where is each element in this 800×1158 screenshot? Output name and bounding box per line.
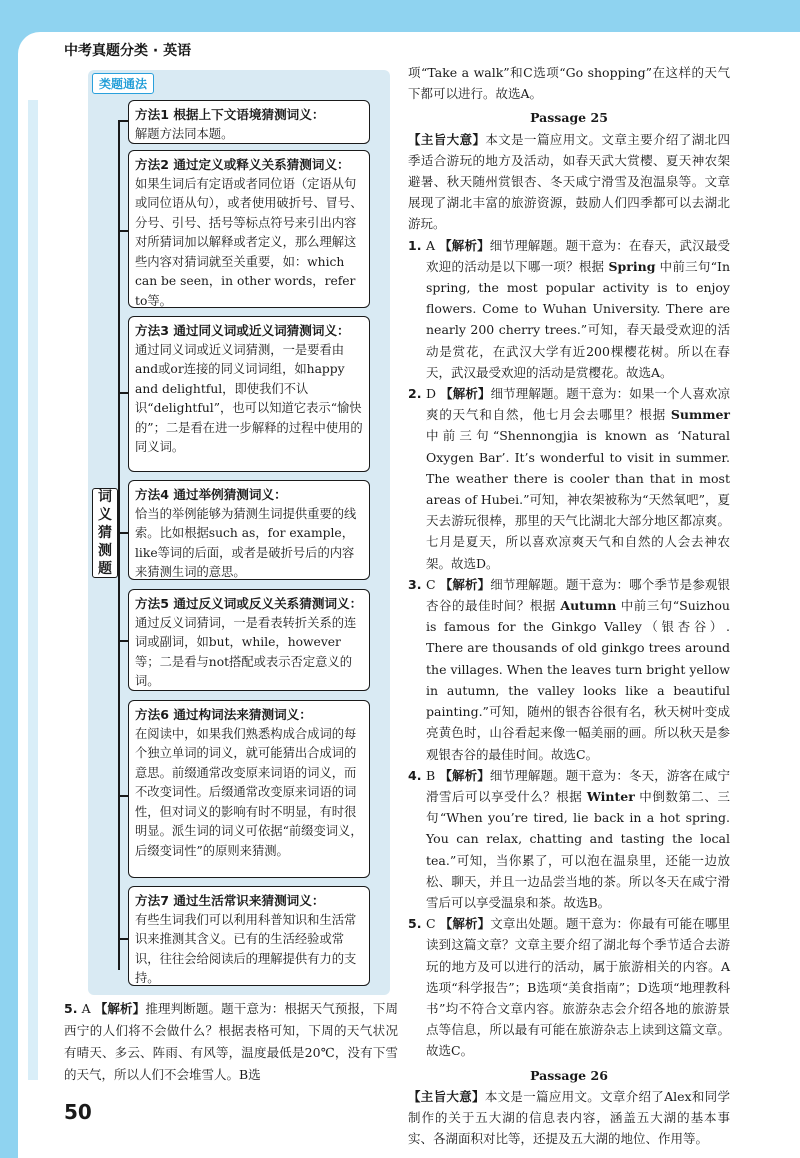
tree-branch — [118, 392, 128, 394]
tree-trunk — [118, 120, 120, 970]
item-number: 2. — [408, 386, 422, 402]
summary-paragraph — [408, 129, 730, 235]
item-number: 5. — [408, 916, 422, 932]
item-post: 中前三句“Suizhou is famous for the Ginkgo Valley（银杏谷）. There are thousands of old ginkgo trees around the villages. When the leaves turn bright yellow in autumn, the valley looks like a beautiful painting.”可知，随州的银杏谷很有名，秋天树叶变成亮黄色时，山谷看起来像一幅美丽的画。所以秋天是参观银杏谷的最佳时间。故选C。 — [426, 598, 730, 762]
item-post: 中倒数第二、三句“When you’re tired, lie back in a hot spring. You can relax, chatting and tasting the local tea.”可知，当你累了，可以泡在温泉里，还能一边放松、聊天，并且一边品尝当地的茶。所以冬天在咸宁滑雪后可以享受温泉和茶。故选B。 — [426, 788, 730, 910]
method-box-4 — [128, 480, 370, 580]
item-pre: 细节理解题。题干意为：哪个季节是参观银杏谷的最佳时间？根据 — [426, 576, 730, 614]
answer-item-5 — [408, 913, 730, 1061]
method-box-2 — [128, 150, 370, 308]
item-pre: 文章出处题。题干意为：你最有可能在哪里读到这篇文章？文章主要介绍了湖北每个季节适合去游玩的地方及可以进行的活动，属于旅游相关的内容。A选项“科学报告”；B选项“美食指南”；D选项“地理教科书”均不符合文章内容。旅游杂志会介绍各地的旅游景点等信息，所以最有可能在旅游杂志上读到这篇文章。故选C。 — [426, 916, 730, 1059]
method-body: 恰当的举例能够为猜测生词提供重要的线索。比如根据such as，for example，like等词的后面，或者是破折号后的内容来猜测生词的意思。 — [135, 506, 357, 579]
method-body: 解题方法同本题。 — [135, 126, 234, 141]
item-answer: C — [426, 576, 436, 592]
tree-branch — [118, 532, 128, 534]
method-title: 方法3 通过同义词或近义词猜测词义： — [135, 323, 350, 338]
summary-text: 本文是一篇应用文。文章介绍了Alex和同学制作的关于五大湖的信息表内容，涵盖五大湖的基本事实、各湖面积对比等，还提及五大湖的地位、作用等。 — [408, 1088, 730, 1147]
answer-item-3 — [408, 574, 730, 765]
item-text — [426, 765, 730, 913]
method-box-5 — [128, 589, 370, 691]
tree-branch — [118, 795, 128, 797]
answer-text: 推理判断题。题干意为：根据天气预报，下周西宁的人们将不会做什么？根据表格可知，下周的天气状况有晴天、多云、阵雨、有风等，温度最低是20℃，没有下雪的天气，所以人们不会堆雪人。B选 — [64, 1001, 398, 1082]
method-title: 方法5 通过反义词或反义关系猜测词义： — [135, 596, 363, 611]
continuation-text: 项“Take a walk”和C选项“Go shopping”在这样的天气下都可以进行。故选A。 — [408, 65, 730, 102]
method-body: 有些生词我们可以利用科普知识和生活常识来推测其含义。已有的生活经验或常识，往往会给阅读后的理解提供有力的支持。 — [135, 912, 357, 985]
answer-number: 5. — [64, 1001, 78, 1016]
summary-text: 本文是一篇应用文。文章主要介绍了湖北四季适合游玩的地方及活动，如春天武大赏樱、夏天神农架避暑、秋天随州赏银杏、冬天咸宁滑雪及泡温泉等。文章展现了湖北丰富的旅游资源，鼓励人们四季都可以去湖北游玩。 — [408, 131, 730, 232]
item-text — [426, 383, 730, 574]
method-title: 方法7 通过生活常识来猜测词义： — [135, 893, 325, 908]
item-keyword: Autumn — [560, 598, 617, 614]
vlabel-char: 词 — [98, 489, 112, 505]
passage-heading: Passage 25 — [530, 110, 608, 126]
tree-branch — [118, 640, 128, 642]
vlabel-char: 题 — [98, 561, 112, 577]
item-keyword: Spring — [608, 258, 656, 274]
left-answer-5 — [64, 998, 398, 1086]
method-body: 如果生词后有定语或者同位语（定语从句或同位语从句），或者使用破折号、冒号、分号、引号、括号等标点符号来引出内容对所猜词加以解释或者定义，那么理解这些内容对猜词就至关重要，如：which can be seen，in other words，refer to等。 — [135, 176, 363, 308]
item-text — [426, 235, 730, 383]
analysis-tag: 【解析】 — [94, 1001, 146, 1016]
summary-tag: 【主旨大意】 — [408, 131, 486, 147]
side-decor-strip — [28, 100, 38, 1080]
method-box-6 — [128, 700, 370, 878]
item-number: 4. — [408, 767, 422, 783]
item-text — [426, 574, 730, 765]
analysis-tag: 【解析】 — [439, 916, 491, 932]
item-keyword: Summer — [670, 407, 730, 423]
page-header-title: 中考真题分类 · 英语 — [64, 43, 192, 59]
answer-item-1 — [408, 235, 730, 383]
answer-letter: A — [81, 1001, 91, 1016]
vertical-category-label — [92, 488, 118, 578]
item-answer: C — [426, 916, 436, 932]
tree-branch — [118, 938, 128, 940]
analysis-tag: 【解析】 — [439, 237, 490, 253]
passage-heading: Passage 26 — [530, 1067, 608, 1083]
method-title: 方法6 通过构词法来猜测词义： — [135, 707, 312, 722]
item-number: 3. — [408, 576, 422, 592]
method-body: 通过反义词猜词，一是看表转折关系的连词或副词，如but，while，however等；二是看与not搭配或表示否定意义的词。 — [135, 615, 357, 688]
vlabel-char: 义 — [98, 507, 112, 523]
method-body: 在阅读中，如果我们熟悉构成合成词的每个独立单词的词义，就可能猜出合成词的意思。前缀通常改变原来词语的词义，而不改变词性。后缀通常改变原来词语的词性，但对词义的影响有时不明显，有时很明显。派生词的词义可依据“前缀变词义，后缀变词性”的原则来猜测。 — [135, 726, 363, 858]
answer-item-2 — [408, 383, 730, 574]
item-answer: D — [426, 386, 437, 402]
analysis-tag: 【解析】 — [440, 386, 491, 402]
item-post: 中前三句“In spring, the most popular activity is to enjoy flowers. Come to Wuhan University. There are nearly 200 cherry trees.”可知，春天最受欢迎的活动是赏花，在武汉大学有近200棵樱花树。所以在春天，武汉最受欢迎的活动是赏樱花。故选A。 — [426, 258, 730, 380]
answer-item-4 — [408, 765, 730, 913]
method-title: 方法1 根据上下文语境猜测词义： — [135, 107, 325, 122]
summary-tag: 【主旨大意】 — [408, 1088, 485, 1104]
item-keyword: Winter — [586, 788, 635, 804]
method-title: 方法2 通过定义或释义关系猜测词义： — [135, 157, 350, 172]
item-answer: A — [426, 237, 436, 253]
method-box-3 — [128, 316, 370, 472]
page-number: 50 — [64, 1100, 92, 1124]
method-box-7 — [128, 886, 370, 986]
analysis-tag: 【解析】 — [439, 576, 491, 592]
vlabel-char: 测 — [98, 543, 112, 559]
tree-branch — [118, 120, 128, 122]
item-text — [426, 913, 730, 1061]
vlabel-char: 猜 — [98, 525, 112, 541]
item-pre: 细节理解题。题干意为：在春天，武汉最受欢迎的活动是以下哪一项？根据 — [426, 237, 730, 274]
method-body: 通过同义词或近义词猜测，一是要看由and或or连接的同义词词组，如happy and delightful，即使我们不认识“delightful”，也可以知道它表示“愉快的”；二是看在进一步解释的过程中使用的同义词。 — [135, 342, 363, 454]
tree-branch — [118, 230, 128, 232]
item-pre: 细节理解题。题干意为：冬天，游客在咸宁滑雪后可以享受什么？根据 — [426, 767, 730, 804]
item-pre: 细节理解题。题干意为：如果一个人喜欢凉爽的天气和自然，他七月会去哪里？根据 — [426, 386, 730, 423]
summary-paragraph — [408, 1086, 730, 1150]
method-tag: 类题通法 — [92, 73, 154, 94]
item-answer: B — [426, 767, 436, 783]
item-number: 1. — [408, 237, 422, 253]
method-box-1 — [128, 100, 370, 144]
right-column — [408, 62, 730, 1149]
analysis-tag: 【解析】 — [439, 767, 490, 783]
item-post: 中前三句“Shennongjia is known as ‘Natural Oxygen Bar’. It’s wonderful to visit in summer. The weather there is cooler than that in most areas of Hubei.”可知，神农架被称为“天然氧吧”，夏天去游玩很棒，那里的天气比湖北大部分地区都凉爽。七月是夏天，所以喜欢凉爽天气和自然的人会去神农架。故选D。 — [426, 428, 730, 571]
method-title: 方法4 通过举例猜测词义： — [135, 487, 287, 502]
